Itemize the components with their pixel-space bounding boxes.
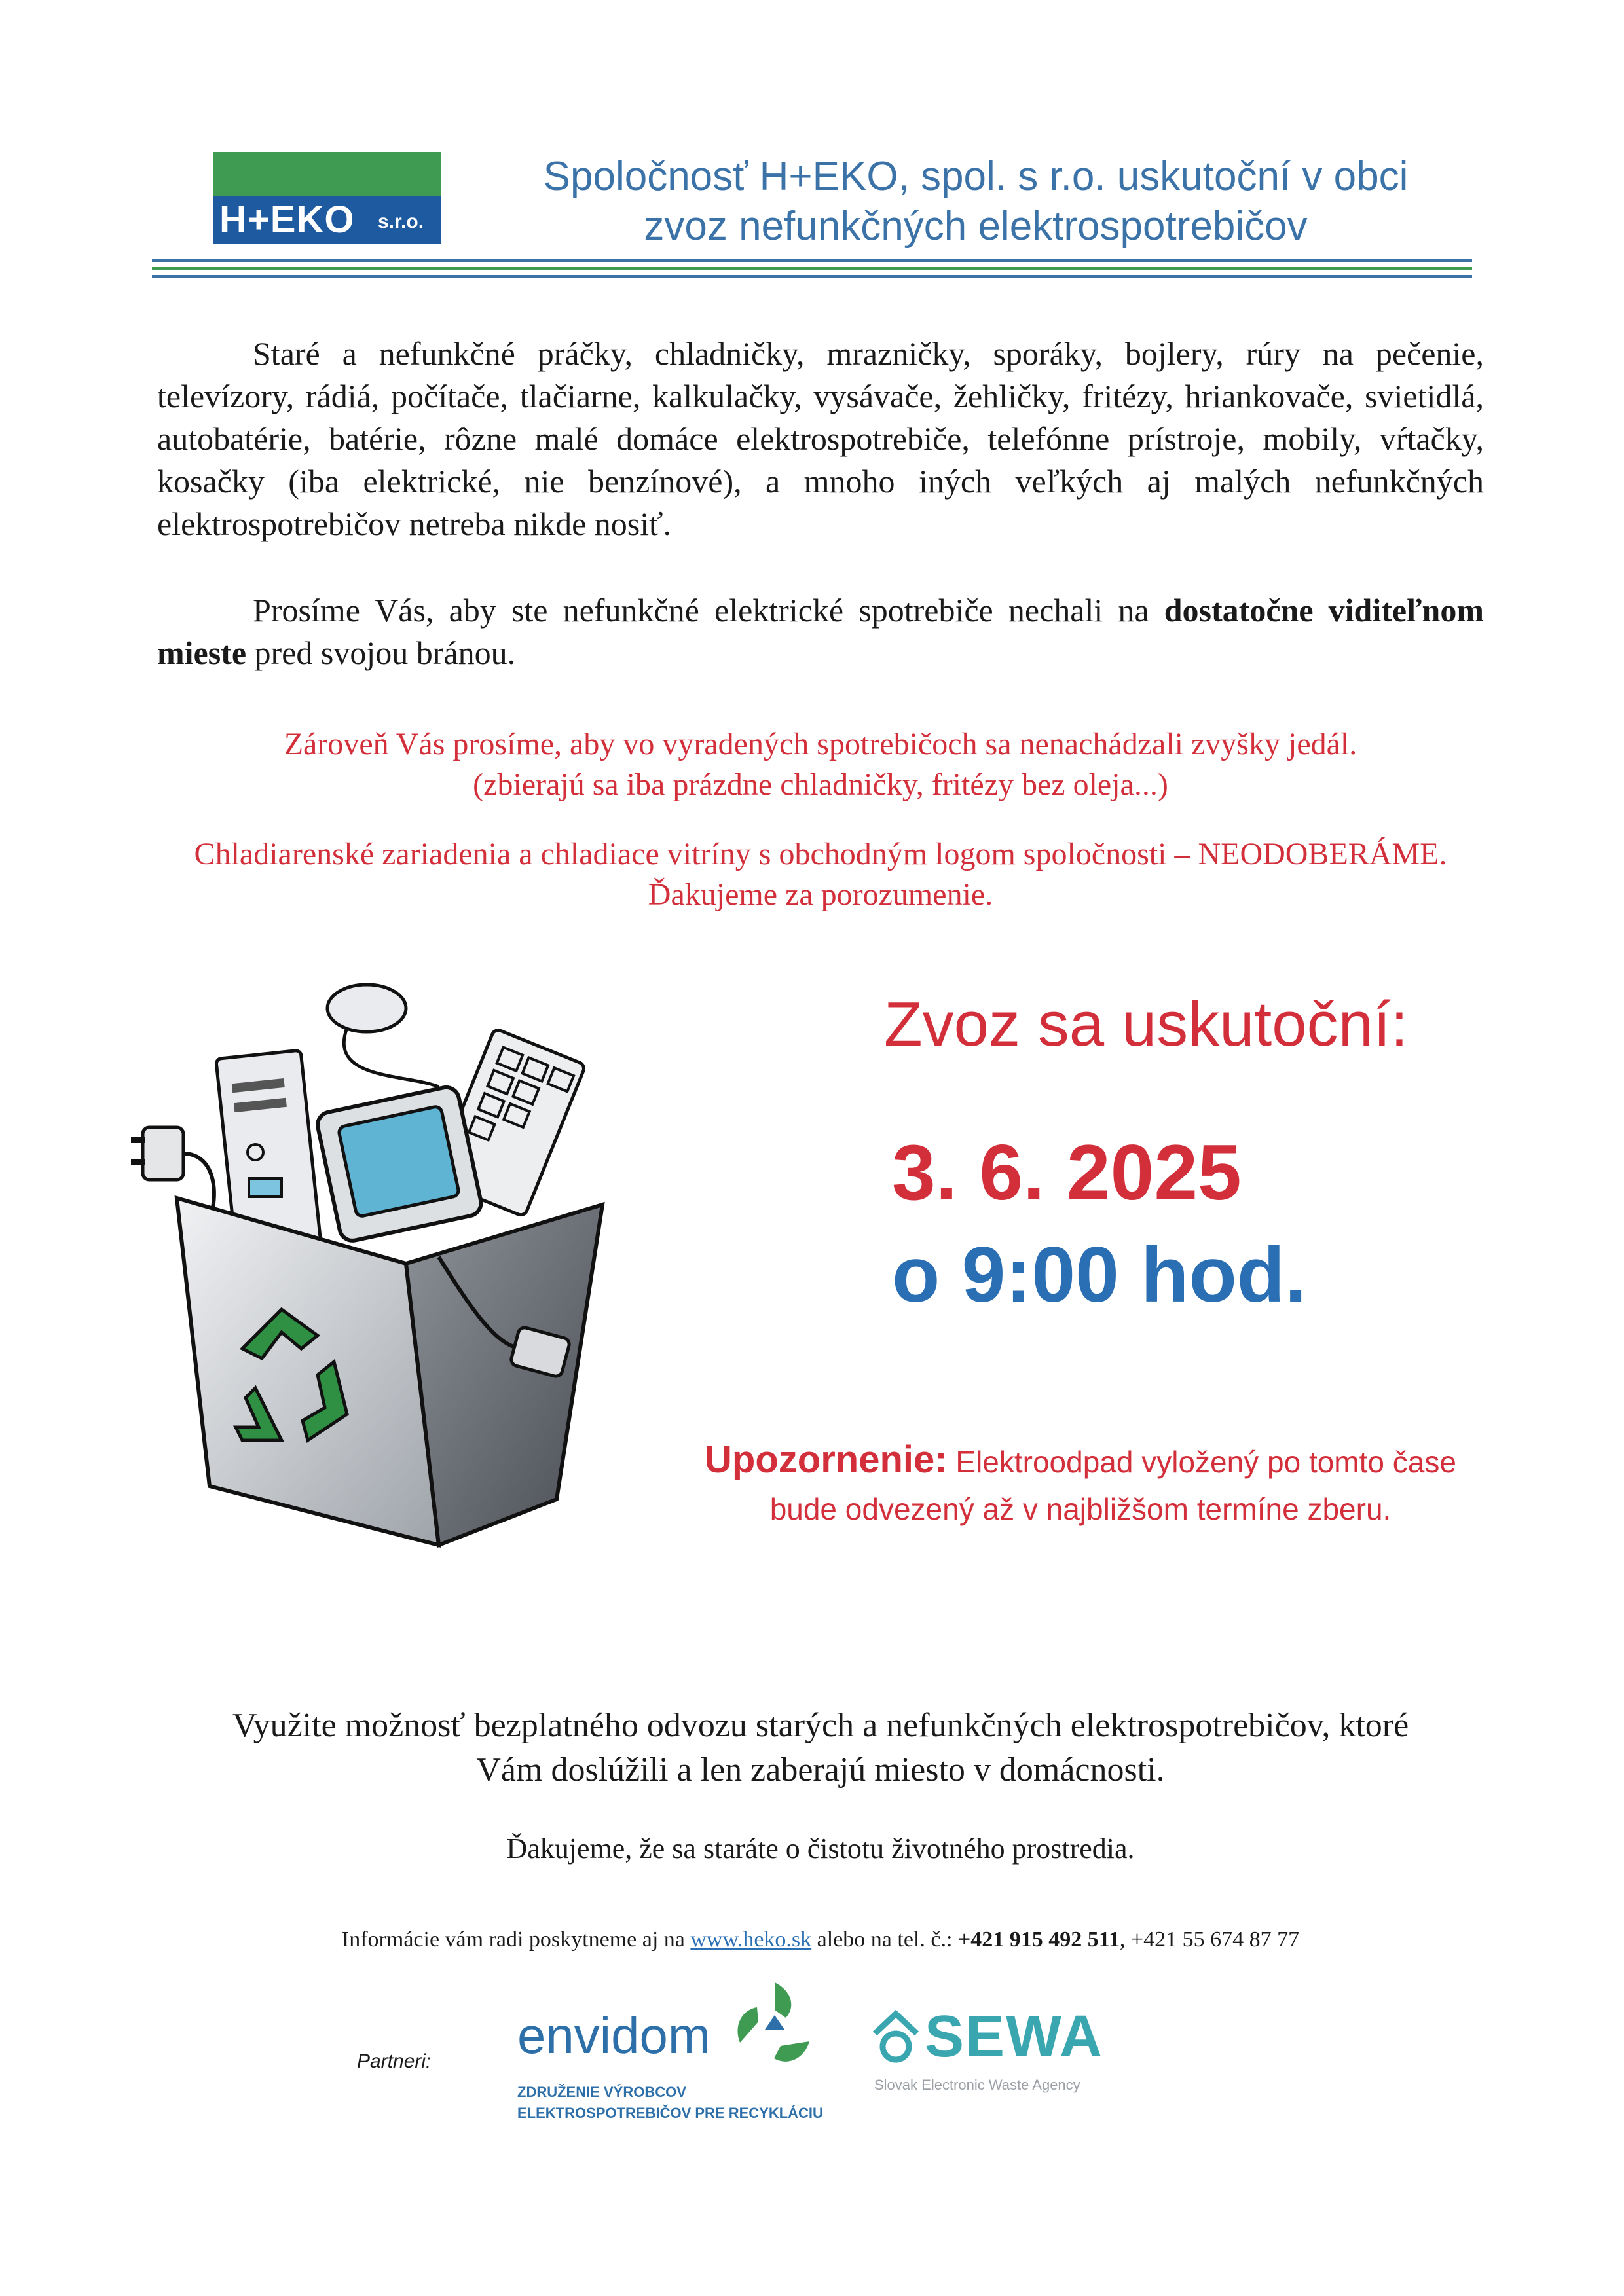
warning-text-2: bude odvezený až v najbližšom termíne zberu.	[769, 1492, 1392, 1526]
food-notice-line-1: Zároveň Vás prosíme, aby vo vyradených spotrebičoch sa nenachádzali zvyšky jedál.	[284, 727, 1357, 761]
thanks-line: Ďakujeme, že sa staráte o čistotu životného prostredia.	[506, 1832, 1135, 1865]
page-title	[458, 152, 1493, 251]
info-middle: alebo na tel. č.:	[811, 1927, 958, 1952]
request-after: pred svojou bránou.	[246, 634, 516, 671]
intro-paragraph	[157, 333, 1484, 545]
envidom-tagline-1: ZDRUŽENIE VÝROBCOV	[517, 2084, 686, 2100]
cooling-notice	[157, 834, 1484, 915]
envidom-recycle-icon	[726, 1977, 824, 2075]
cooling-notice-line-2: Ďakujeme za porozumenie.	[648, 877, 993, 912]
info-before: Informácie vám radi poskytneme aj na	[341, 1927, 691, 1952]
sewa-name: SEWA	[925, 2004, 1104, 2069]
cooling-notice-line-1: Chladiarenské zariadenia a chladiace vitríny s obchodným logom spoločnosti – NEODOBERÁME.	[194, 837, 1447, 871]
warning-colon: :	[934, 1438, 948, 1481]
pickup-label: Zvoz sa uskutoční:	[884, 989, 1409, 1059]
closing-paragraph	[157, 1704, 1484, 1793]
food-notice-line-2: (zbierajú sa iba prázdne chladničky, fritézy bez oleja...)	[473, 767, 1168, 802]
sewa-logo	[871, 2003, 1120, 2102]
warning-block	[589, 1436, 1572, 1533]
header-divider-bottom	[152, 275, 1472, 278]
pickup-time: o 9:00 hod.	[892, 1231, 1307, 1319]
request-emphasis: dostatočne viditeľnom mieste	[157, 592, 1484, 671]
food-notice	[157, 724, 1484, 805]
envidom-name: envidom	[517, 2007, 710, 2064]
website-link[interactable]: www.heko.sk	[690, 1927, 812, 1952]
partners-label: Partneri:	[357, 2050, 432, 2072]
request-paragraph	[157, 589, 1484, 674]
phone-primary: +421 915 492 511	[957, 1927, 1120, 1952]
warning-text-1: Elektroodpad vyložený po tomto čase	[947, 1445, 1456, 1479]
logo-suffix: s.r.o.	[378, 211, 424, 232]
request-before: Prosíme Vás, aby ste nefunkčné elektrické spotrebiče nechali na	[253, 592, 1164, 629]
envidom-tagline	[517, 2082, 823, 2124]
title-line-2: zvoz nefunkčných elektrospotrebičov	[644, 204, 1308, 249]
contact-info	[157, 1927, 1484, 1952]
header-divider-green	[152, 267, 1472, 270]
envidom-logo	[517, 1971, 825, 2128]
logo-name: H+EKO	[219, 198, 355, 241]
header-divider	[152, 259, 1472, 262]
warning-label: Upozornenie	[705, 1438, 935, 1481]
sewa-tagline: Slovak Electronic Waste Agency	[874, 2077, 1080, 2093]
sewa-house-icon	[871, 2010, 921, 2065]
heko-logo	[213, 152, 441, 244]
intro-text: Staré a nefunkčné práčky, chladničky, mrazničky, sporáky, bojlery, rúry na pečenie, televízory, rádiá, počítače, tlačiarne, kalkulačky, vysávače, žehličky, fritézy, hriankovače, svietidlá, autobatérie, batérie, rôzne malé domáce elektrospotrebiče, telefónne prístroje, mobily, vŕtačky, kosačky (iba elektrické, nie benzínové), a mnoho iných veľkých aj malých nefunkčných elektrospotrebičov netreba nikde nosiť.	[157, 335, 1484, 542]
ewaste-bin-illustration	[131, 982, 655, 1552]
pickup-date: 3. 6. 2025	[892, 1129, 1242, 1216]
title-line-1: Spoločnosť H+EKO, spol. s r.o. uskutoční v obci	[543, 154, 1409, 199]
closing-line-2: Vám doslúžili a len zaberajú miesto v domácnosti.	[476, 1751, 1165, 1789]
envidom-tagline-2: ELEKTROSPOTREBIČOV PRE RECYKLÁCIU	[517, 2105, 823, 2121]
phone-secondary: , +421 55 674 87 77	[1119, 1927, 1300, 1952]
closing-line-1: Využite možnosť bezplatného odvozu starých a nefunkčných elektrospotrebičov, ktoré	[232, 1707, 1409, 1744]
